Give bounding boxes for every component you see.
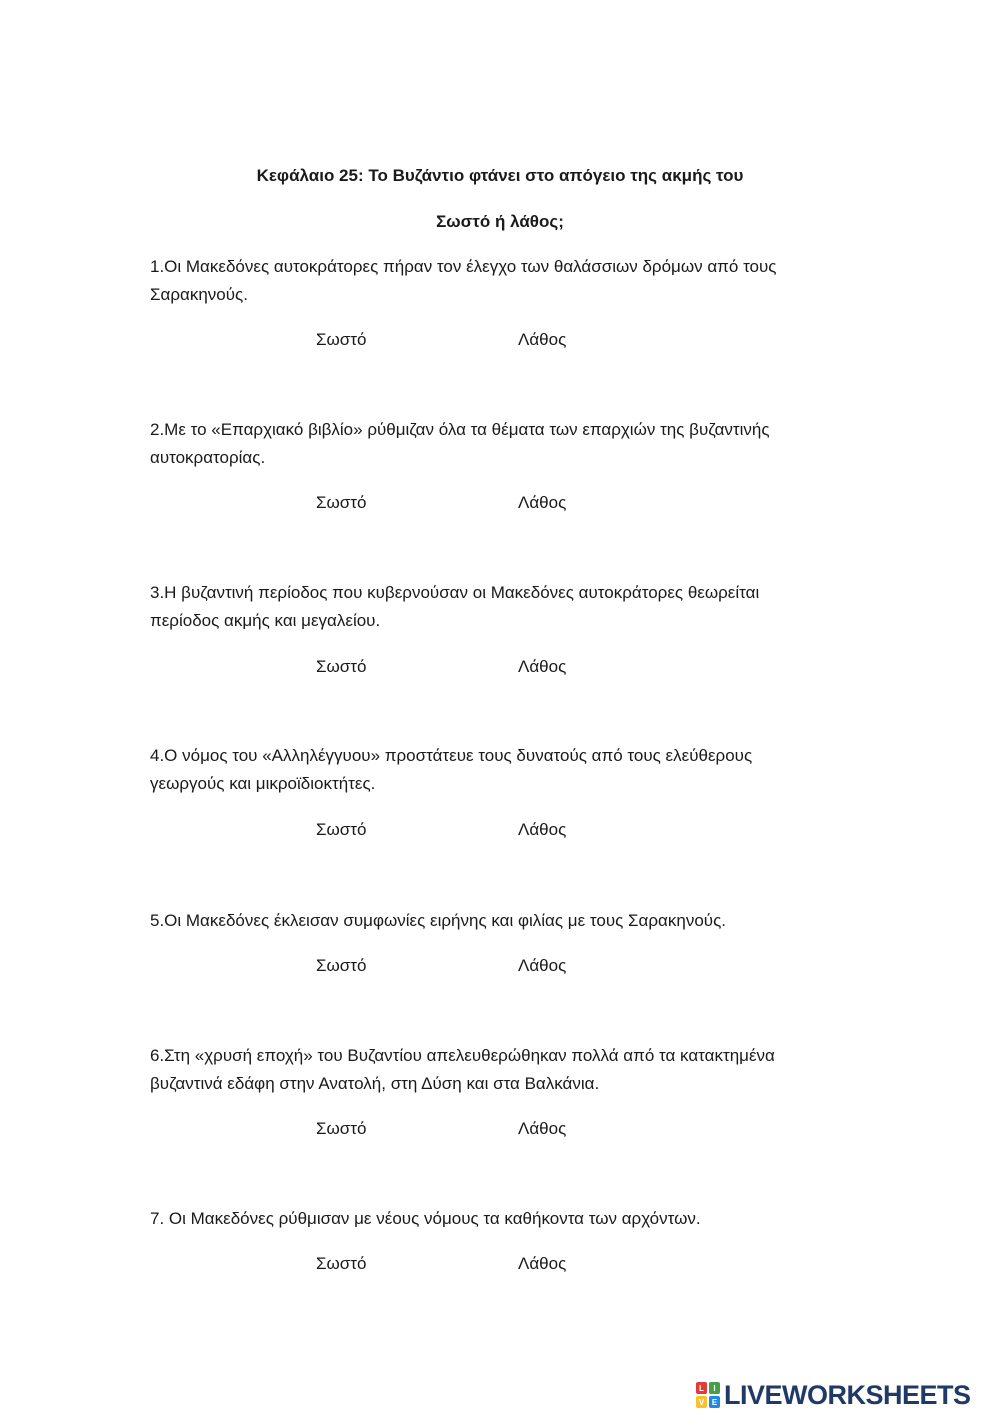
answer-true-3[interactable]: Σωστό [316, 657, 367, 676]
answer-true-2[interactable]: Σωστό [316, 493, 367, 512]
logo-tile: E [709, 1396, 720, 1408]
question-text-line: 6.Στη «χρυσή εποχή» του Βυζαντίου απελευθερώθηκαν πολλά από τα κατακτημένα [150, 1046, 775, 1065]
question-text-line: Σαρακηνούς. [150, 285, 248, 304]
question-text-line: αυτοκρατορίας. [150, 448, 266, 467]
question-5 [150, 907, 850, 935]
answer-true-7[interactable]: Σωστό [316, 1254, 367, 1273]
page-title: Κεφάλαιο 25: Το Βυζάντιο φτάνει στο απόγειο της ακμής του [256, 166, 744, 185]
question-2 [150, 416, 850, 472]
liveworksheets-watermark [696, 1378, 971, 1412]
answer-false-4[interactable]: Λάθος [518, 820, 567, 839]
question-text-line: περίοδος ακμής και μεγαλείου. [150, 611, 381, 630]
watermark-text: LIVEWORKSHEETS [724, 1379, 971, 1410]
question-text-line: γεωργούς και μικροϊδιοκτήτες. [150, 774, 376, 793]
question-text-line: 1.Οι Μακεδόνες αυτοκράτορες πήραν τον έλεγχο των θαλάσσιων δρόμων από τους [150, 257, 777, 276]
answer-false-1[interactable]: Λάθος [518, 330, 567, 349]
answer-false-5[interactable]: Λάθος [518, 956, 567, 975]
answer-true-6[interactable]: Σωστό [316, 1119, 367, 1138]
logo-tile: V [696, 1396, 707, 1408]
liveworksheets-logo-icon [696, 1382, 720, 1408]
answer-false-2[interactable]: Λάθος [518, 493, 567, 512]
logo-tile: I [709, 1382, 720, 1394]
answer-false-3[interactable]: Λάθος [518, 657, 567, 676]
question-3 [150, 579, 850, 635]
question-text-line: 5.Οι Μακεδόνες έκλεισαν συμφωνίες ειρήνης και φιλίας με τους Σαρακηνούς. [150, 911, 726, 930]
answer-true-5[interactable]: Σωστό [316, 956, 367, 975]
question-text-line: 3.Η βυζαντινή περίοδος που κυβερνούσαν οι Μακεδόνες αυτοκράτορες θεωρείται [150, 583, 760, 602]
answer-true-4[interactable]: Σωστό [316, 820, 367, 839]
question-4 [150, 742, 850, 798]
page-subtitle: Σωστό ή λάθος; [436, 212, 564, 231]
logo-tile: L [696, 1382, 707, 1394]
question-text-line: 7. Οι Μακεδόνες ρύθμισαν με νέους νόμους τα καθήκοντα των αρχόντων. [150, 1209, 701, 1228]
question-1 [150, 253, 850, 309]
question-text-line: 2.Με το «Επαρχιακό βιβλίο» ρύθμιζαν όλα τα θέματα των επαρχιών της βυζαντινής [150, 420, 770, 439]
question-text-line: βυζαντινά εδάφη στην Ανατολή, στη Δύση και στα Βαλκάνια. [150, 1074, 600, 1093]
question-7 [150, 1205, 850, 1233]
question-6 [150, 1042, 850, 1098]
answer-false-7[interactable]: Λάθος [518, 1254, 567, 1273]
answer-false-6[interactable]: Λάθος [518, 1119, 567, 1138]
question-text-line: 4.Ο νόμος του «Αλληλέγγυου» προστάτευε τους δυνατούς από τους ελεύθερους [150, 746, 753, 765]
answer-true-1[interactable]: Σωστό [316, 330, 367, 349]
